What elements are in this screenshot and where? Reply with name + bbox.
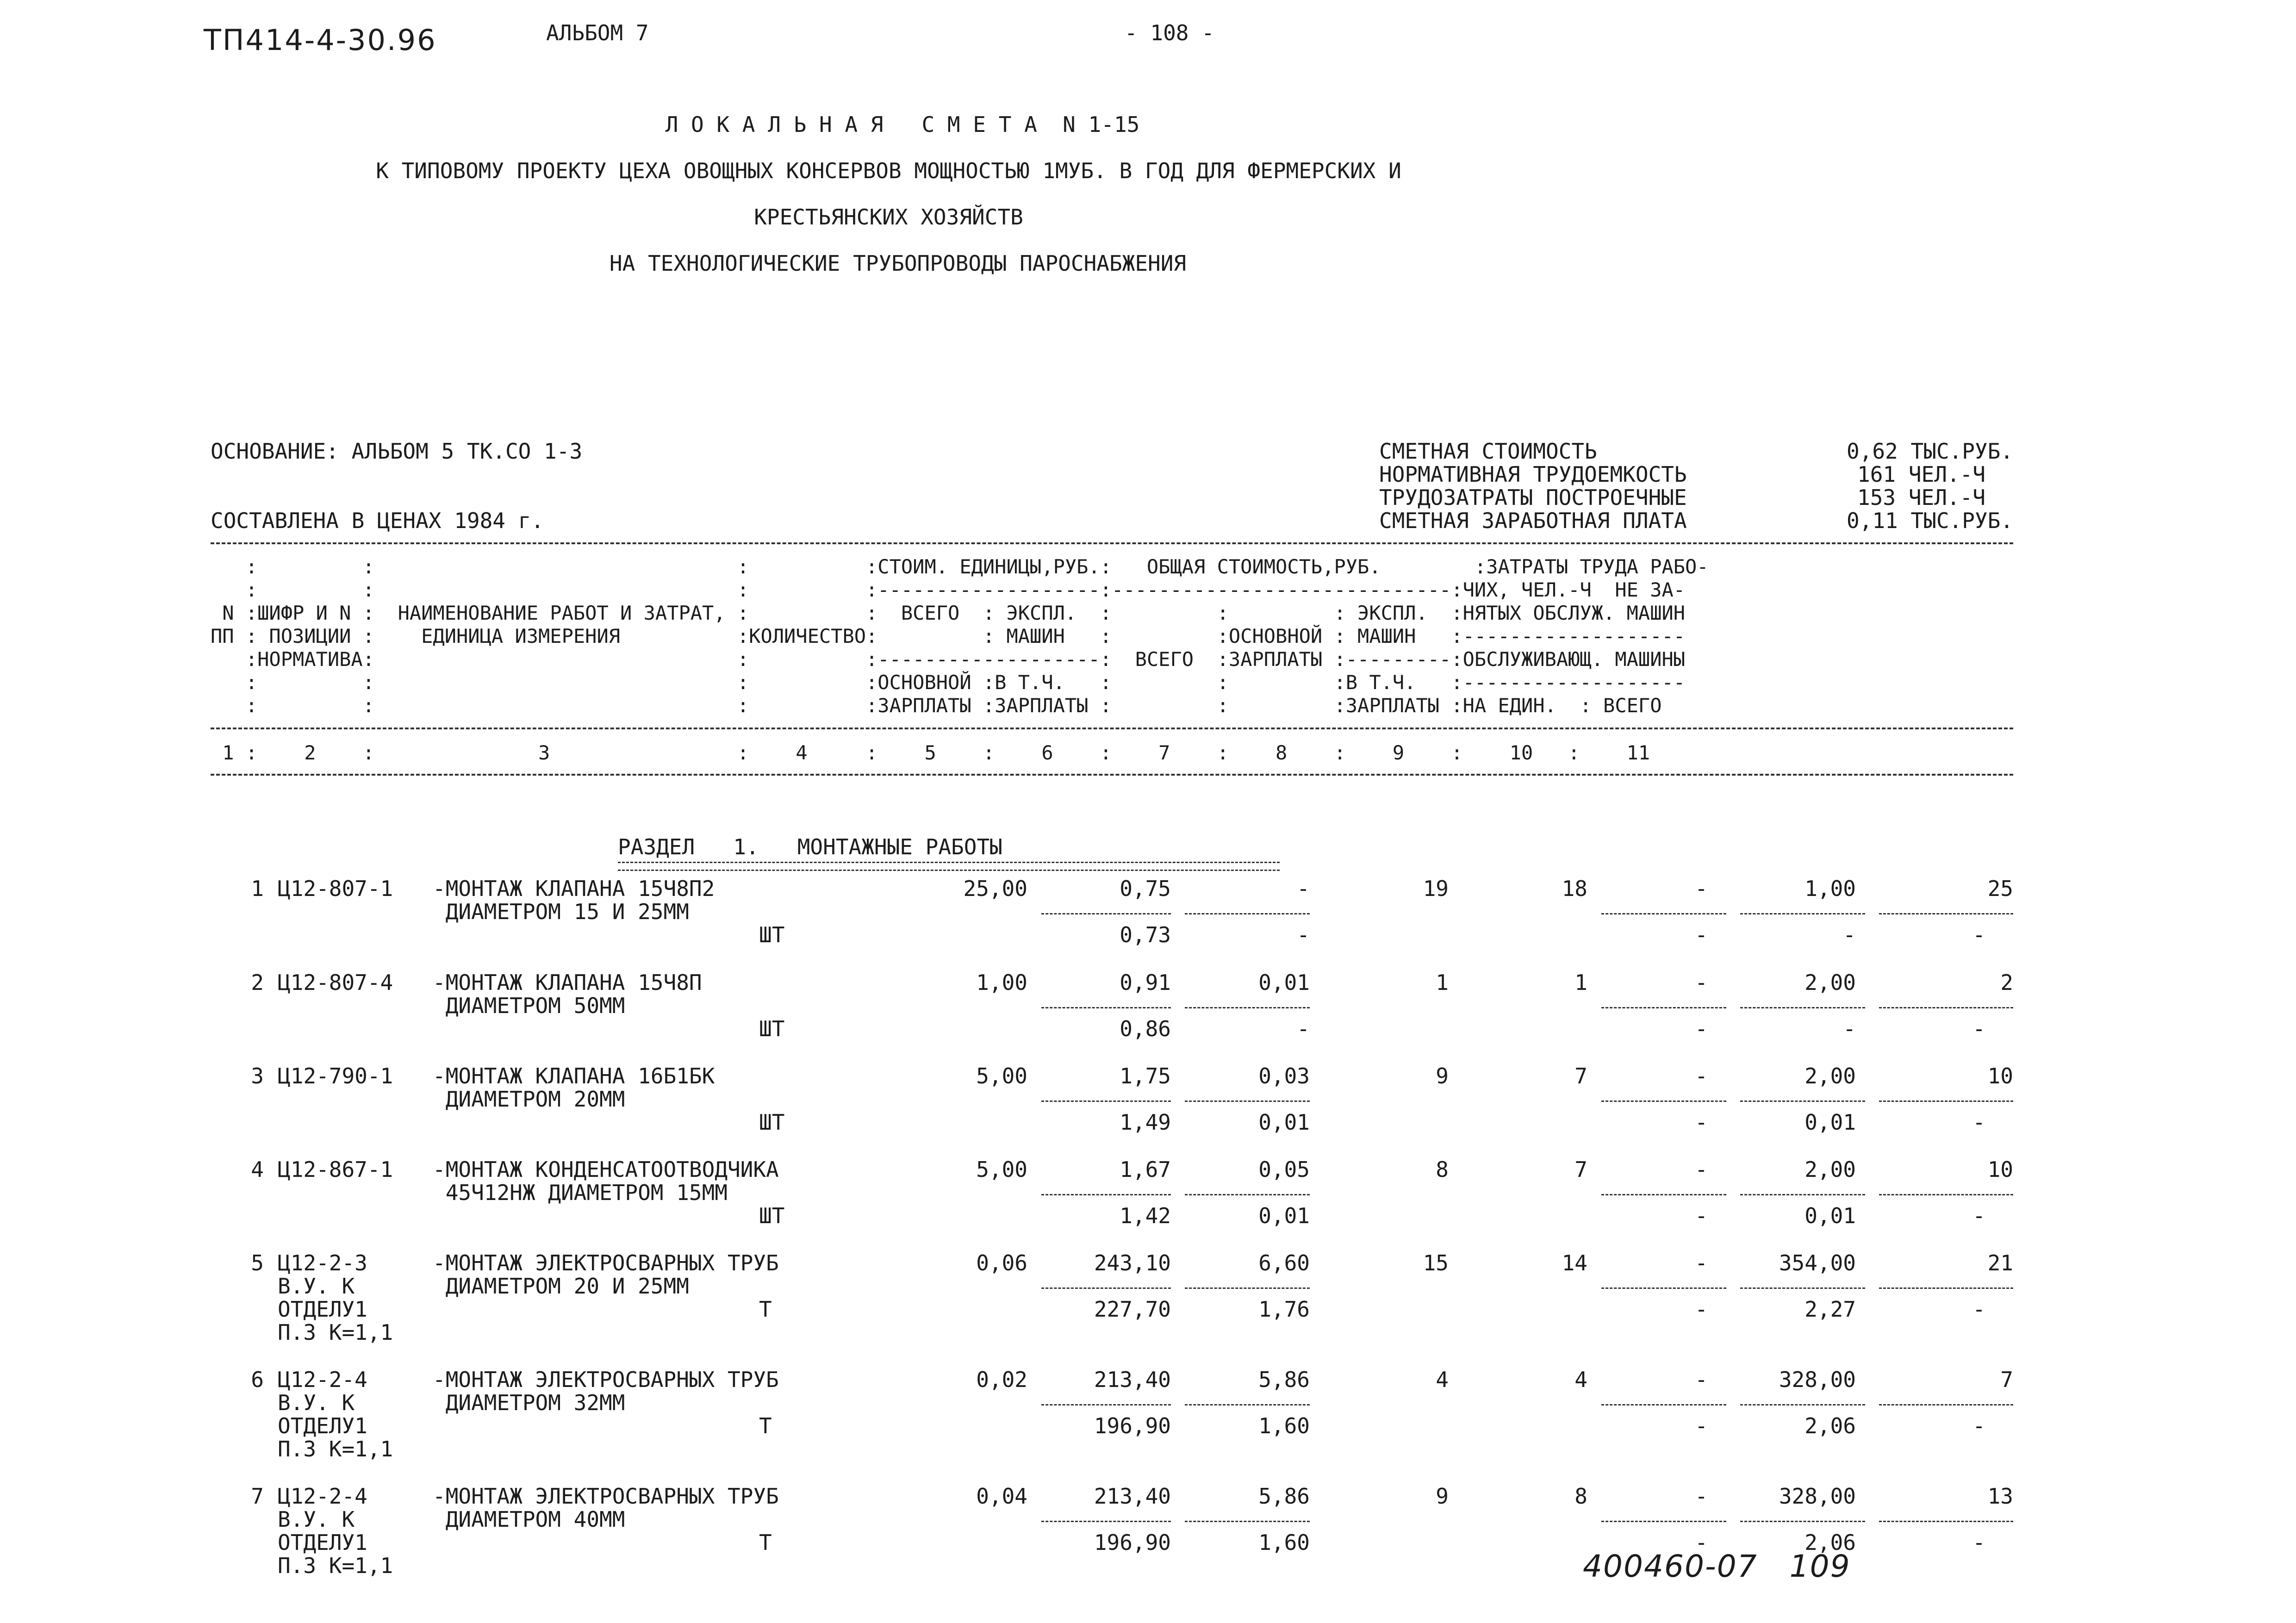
row-labor-total: 25 [1987,876,2013,901]
cell-divider [1185,1101,1310,1102]
row-unit-machine-wage: 1,60 [1258,1530,1310,1555]
row-labor-per-unit: 354,00 [1779,1250,1856,1275]
row-total-cost: 9 [1436,1484,1449,1509]
row-number: 4 [251,1157,264,1182]
row-service-total: - [1972,1203,1985,1228]
row-unit-machine-wage: - [1297,922,1310,947]
row-total-machine-cost: - [1695,1063,1708,1088]
row-labor-total: 7 [2000,1367,2013,1392]
row-code: Ц12-2-4 [278,1367,367,1392]
cell-divider [1740,1287,1865,1289]
row-unit: ШТ [759,922,785,947]
row-number: 1 [251,876,264,901]
row-service-per-unit: - [1843,1016,1856,1041]
row-unit-base-wage: 196,90 [1094,1413,1171,1438]
header-line: : : : :ОСНОВНОЙ :В Т.Ч. : : :В Т.Ч. :------------------- [211,671,1686,694]
summary-value: 153 ЧЕЛ.-Ч [1857,485,1985,510]
row-name: -МОНТАЖ ЭЛЕКТРОСВАРНЫХ ТРУБ [433,1484,779,1509]
row-total-cost: 15 [1423,1250,1449,1275]
row-unit: ШТ [759,1016,785,1041]
row-total-base-wage: 4 [1574,1367,1587,1392]
row-code: П.3 К=1,1 [278,1436,393,1461]
row-unit-base-wage: 1,42 [1120,1203,1171,1228]
row-unit-cost: 0,75 [1120,876,1171,901]
row-name: -МОНТАЖ КОНДЕНСАТООТВОДЧИКА [433,1157,779,1182]
rule-line [211,774,2013,776]
row-total-base-wage: 14 [1562,1250,1587,1275]
cell-divider [1879,1194,2013,1195]
row-name: ДИАМЕТРОМ 20ММ [433,1087,625,1112]
row-unit-machine-wage: 0,01 [1258,1110,1310,1135]
row-service-total: - [1972,1297,1985,1322]
row-quantity: 0,04 [976,1484,1027,1509]
row-quantity: 25,00 [963,876,1027,901]
row-labor-per-unit: 2,00 [1804,1157,1856,1182]
cell-divider [1185,913,1310,914]
row-total-machine-wage: - [1695,1110,1708,1135]
row-unit: ШТ [759,1110,785,1135]
row-service-per-unit: 0,01 [1804,1110,1856,1135]
row-unit-machine-wage: 1,76 [1258,1297,1310,1322]
row-unit-machine-cost: 0,03 [1258,1063,1310,1088]
row-unit-cost: 0,91 [1120,970,1171,995]
cell-divider [1601,1194,1726,1195]
row-unit: ШТ [759,1203,785,1228]
row-name: 45Ч12НЖ ДИАМЕТРОМ 15ММ [433,1180,728,1205]
row-code: В.У. К [278,1507,355,1532]
cell-divider [1041,1007,1171,1008]
row-unit-base-wage: 227,70 [1094,1297,1171,1322]
row-unit-machine-wage: 1,60 [1258,1413,1310,1438]
row-name: ДИАМЕТРОМ 20 И 25ММ [433,1274,689,1299]
section-title: РАЗДЕЛ 1. МОНТАЖНЫЕ РАБОТЫ [618,834,1002,859]
row-unit: Т [759,1413,772,1438]
row-labor-per-unit: 328,00 [1779,1484,1856,1509]
cell-divider [1041,1101,1171,1102]
row-name: -МОНТАЖ КЛАПАНА 15Ч8П [433,970,702,995]
subtitle-line-1: К ТИПОВОМУ ПРОЕКТУ ЦЕХА ОВОЩНЫХ КОНСЕРВОВ МОЩНОСТЬЮ 1МУБ. В ГОД ДЛЯ ФЕРМЕРСКИХ И [376,158,1401,183]
row-code: Ц12-807-4 [278,970,393,995]
row-code: Ц12-867-1 [278,1157,393,1182]
row-unit-base-wage: 0,73 [1120,922,1171,947]
row-service-per-unit: 2,27 [1804,1297,1856,1322]
cell-divider [1740,1404,1865,1405]
summary-value: 0,11 ТЫС.РУБ. [1846,508,2013,533]
summary-value: 161 ЧЕЛ.-Ч [1857,462,1985,487]
row-unit-machine-wage: - [1297,1016,1310,1041]
row-quantity: 5,00 [976,1063,1027,1088]
row-unit: Т [759,1297,772,1322]
row-number: 3 [251,1063,264,1088]
row-total-base-wage: 18 [1562,876,1587,901]
row-service-total: - [1972,1413,1985,1438]
row-code: Ц12-807-1 [278,876,393,901]
section-underline [618,862,1280,871]
summary-label: НОРМАТИВНАЯ ТРУДОЕМКОСТЬ [1379,462,1687,487]
cell-divider [1041,1521,1171,1522]
row-total-machine-wage: - [1695,1413,1708,1438]
row-total-cost: 1 [1436,970,1449,995]
cell-divider [1185,1194,1310,1195]
cell-divider [1740,1194,1865,1195]
row-total-machine-cost: - [1695,1157,1708,1182]
rule-line [211,728,2013,729]
row-total-machine-cost: - [1695,1367,1708,1392]
row-service-total: - [1972,1110,1985,1135]
cell-divider [1740,1521,1865,1522]
cell-divider [1041,1194,1171,1195]
row-unit-base-wage: 0,86 [1120,1016,1171,1041]
row-total-base-wage: 1 [1574,970,1587,995]
header-line: ПП : ПОЗИЦИИ : ЕДИНИЦА ИЗМЕРЕНИЯ :КОЛИЧЕСТВО: : МАШИН : :ОСНОВНОЙ : МАШИН :------------------- [211,625,1686,647]
rule-line [211,542,2013,544]
cell-divider [1041,913,1171,914]
row-name: -МОНТАЖ КЛАПАНА 15Ч8П2 [433,876,715,901]
row-labor-per-unit: 2,00 [1804,1063,1856,1088]
row-name: ДИАМЕТРОМ 32ММ [433,1390,625,1415]
row-unit-cost: 213,40 [1094,1367,1171,1392]
row-unit-base-wage: 196,90 [1094,1530,1171,1555]
subtitle-line-2: КРЕСТЬЯНСКИХ ХОЗЯЙСТВ [754,205,1023,230]
cell-divider [1601,1007,1726,1008]
cell-divider [1879,1101,2013,1102]
row-service-per-unit: 2,06 [1804,1530,1856,1555]
row-total-base-wage: 8 [1574,1484,1587,1509]
cell-divider [1041,1404,1171,1405]
basis-text: ОСНОВАНИЕ: АЛЬБОМ 5 ТК.СО 1-3 [211,439,583,464]
row-code: П.3 К=1,1 [278,1553,393,1578]
cell-divider [1879,1287,2013,1289]
row-unit-cost: 1,67 [1120,1157,1171,1182]
row-quantity: 5,00 [976,1157,1027,1182]
row-total-cost: 4 [1436,1367,1449,1392]
row-code: Ц12-790-1 [278,1063,393,1088]
row-total-machine-cost: - [1695,1484,1708,1509]
row-total-machine-wage: - [1695,1297,1708,1322]
row-unit-cost: 213,40 [1094,1484,1171,1509]
row-code: П.3 К=1,1 [278,1320,393,1345]
cell-divider [1601,1287,1726,1289]
document-title: Л О К А Л Ь Н А Я С М Е Т А N 1-15 [665,112,1140,137]
row-quantity: 1,00 [976,970,1027,995]
row-labor-total: 2 [2000,970,2013,995]
row-total-machine-cost: - [1695,876,1708,901]
summary-label: СМЕТНАЯ ЗАРАБОТНАЯ ПЛАТА [1379,508,1687,533]
cell-divider [1185,1521,1310,1522]
row-name: -МОНТАЖ ЭЛЕКТРОСВАРНЫХ ТРУБ [433,1367,779,1392]
row-total-cost: 19 [1423,876,1449,901]
cell-divider [1601,1404,1726,1405]
row-number: 2 [251,970,264,995]
row-unit-machine-cost: 0,01 [1258,970,1310,995]
cell-divider [1740,1101,1865,1102]
row-quantity: 0,02 [976,1367,1027,1392]
row-total-base-wage: 7 [1574,1063,1587,1088]
cell-divider [1185,1007,1310,1008]
cell-divider [1041,1287,1171,1289]
cell-divider [1601,1521,1726,1522]
cell-divider [1879,1007,2013,1008]
header-line: : : : :ЗАРПЛАТЫ :ЗАРПЛАТЫ : : :ЗАРПЛАТЫ :НА ЕДИН. : ВСЕГО [211,694,1662,717]
row-code: ОТДЕЛУ1 [278,1297,367,1322]
row-name: ДИАМЕТРОМ 15 И 25ММ [433,899,689,924]
cell-divider [1601,1101,1726,1102]
row-total-machine-wage: - [1695,1016,1708,1041]
cell-divider [1185,1287,1310,1289]
row-unit-machine-cost: - [1297,876,1310,901]
row-number: 7 [251,1484,264,1509]
row-labor-per-unit: 328,00 [1779,1367,1856,1392]
row-code: В.У. К [278,1390,355,1415]
row-service-total: - [1972,922,1985,947]
row-unit-cost: 243,10 [1094,1250,1171,1275]
cell-divider [1601,913,1726,914]
row-total-machine-cost: - [1695,1250,1708,1275]
row-unit-machine-cost: 6,60 [1258,1250,1310,1275]
row-name: -МОНТАЖ КЛАПАНА 16Б1БК [433,1063,715,1088]
header-line: : : : :СТОИМ. ЕДИНИЦЫ,РУБ.: ОБЩАЯ СТОИМОСТЬ,РУБ. :ЗАТРАТЫ ТРУДА РАБО- [211,555,1709,578]
cell-divider [1879,913,2013,914]
row-service-total: - [1972,1016,1985,1041]
row-unit-machine-cost: 5,86 [1258,1367,1310,1392]
page-number: - 108 - [1125,20,1214,45]
row-total-base-wage: 7 [1574,1157,1587,1182]
row-labor-total: 10 [1987,1063,2013,1088]
cell-divider [1740,1007,1865,1008]
row-unit-base-wage: 1,49 [1120,1110,1171,1135]
header-line: N :ШИФР И N : НАИМЕНОВАНИЕ РАБОТ И ЗАТРАТ, : : ВСЕГО : ЭКСПЛ. : : : ЭКСПЛ. :НЯТЫХ ОБСЛУЖ. МАШИН [211,602,1686,624]
cell-divider [1879,1404,2013,1405]
row-labor-total: 13 [1987,1484,2013,1509]
row-code: В.У. К [278,1274,355,1299]
footer-stamp: 400460-07 109 [1583,1548,1851,1584]
row-labor-per-unit: 2,00 [1804,970,1856,995]
row-total-machine-wage: - [1695,1530,1708,1555]
album-label: АЛЬБОМ 7 [546,20,649,45]
row-number: 6 [251,1367,264,1392]
summary-value: 0,62 ТЫС.РУБ. [1846,439,2013,464]
row-total-cost: 8 [1436,1157,1449,1182]
row-quantity: 0,06 [976,1250,1027,1275]
row-unit-machine-cost: 0,05 [1258,1157,1310,1182]
row-code: ОТДЕЛУ1 [278,1530,367,1555]
cell-divider [1185,1404,1310,1405]
row-unit: Т [759,1530,772,1555]
row-service-per-unit: 2,06 [1804,1413,1856,1438]
summary-label: СМЕТНАЯ СТОИМОСТЬ [1379,439,1597,464]
cell-divider [1740,913,1865,914]
column-numbers: 1 : 2 : 3 : 4 : 5 : 6 : 7 : 8 : 9 : 10 : 11 [211,741,1650,764]
row-total-cost: 9 [1436,1063,1449,1088]
row-labor-total: 10 [1987,1157,2013,1182]
row-service-total: - [1972,1530,1985,1555]
row-name: ДИАМЕТРОМ 50ММ [433,993,625,1018]
cell-divider [1879,1521,2013,1522]
row-labor-total: 21 [1987,1250,2013,1275]
summary-label: ТРУДОЗАТРАТЫ ПОСТРОЕЧНЫЕ [1379,485,1687,510]
row-name: ДИАМЕТРОМ 40ММ [433,1507,625,1532]
prices-note: СОСТАВЛЕНА В ЦЕНАХ 1984 г. [211,508,544,533]
row-unit-cost: 1,75 [1120,1063,1171,1088]
row-unit-machine-cost: 5,86 [1258,1484,1310,1509]
subtitle-line-3: НА ТЕХНОЛОГИЧЕСКИЕ ТРУБОПРОВОДЫ ПАРОСНАБЖЕНИЯ [609,251,1187,276]
document-code: ТП414-4-30.96 [204,23,437,57]
row-code: ОТДЕЛУ1 [278,1413,367,1438]
row-code: Ц12-2-3 [278,1250,367,1275]
row-service-per-unit: 0,01 [1804,1203,1856,1228]
header-line: : : : :-------------------:-----------------------------:ЧИХ, ЧЕЛ.-Ч НЕ ЗА- [211,578,1686,601]
row-code: Ц12-2-4 [278,1484,367,1509]
row-number: 5 [251,1250,264,1275]
header-line: :НОРМАТИВА: : :-------------------: ВСЕГО :ЗАРПЛАТЫ :---------:ОБСЛУЖИВАЮЩ. МАШИНЫ [211,648,1686,671]
row-service-per-unit: - [1843,922,1856,947]
row-total-machine-cost: - [1695,970,1708,995]
row-name: -МОНТАЖ ЭЛЕКТРОСВАРНЫХ ТРУБ [433,1250,779,1275]
row-labor-per-unit: 1,00 [1804,876,1856,901]
row-total-machine-wage: - [1695,1203,1708,1228]
row-total-machine-wage: - [1695,922,1708,947]
row-unit-machine-wage: 0,01 [1258,1203,1310,1228]
